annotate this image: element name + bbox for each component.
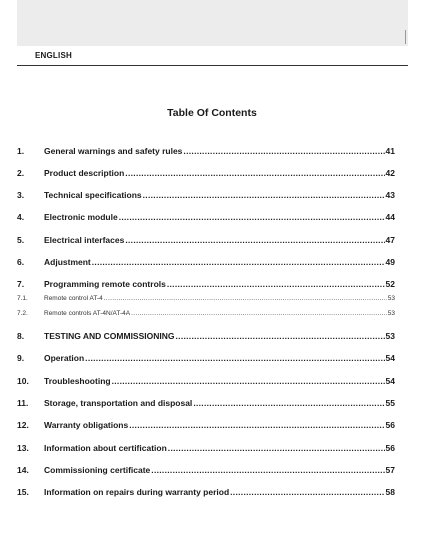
toc-entry-page: 56: [385, 420, 395, 430]
toc-entry[interactable]: [17, 487, 395, 497]
language-label: ENGLISH: [35, 51, 72, 60]
toc-entry[interactable]: [17, 443, 395, 453]
toc-entry[interactable]: [17, 465, 395, 475]
toc-entry[interactable]: [17, 235, 395, 245]
toc-entry-page: 58: [385, 487, 395, 497]
page-title: Table Of Contents: [167, 107, 257, 119]
toc-entry[interactable]: [17, 420, 395, 430]
toc-entry-label: Commissioning certificate: [44, 465, 151, 475]
toc-entry-number: 6.: [17, 257, 25, 267]
toc-dot-leader: [168, 443, 385, 453]
toc-entry[interactable]: [17, 168, 395, 178]
toc-entry[interactable]: [17, 190, 395, 200]
toc-entry-page: 53: [387, 310, 395, 317]
toc-entry-label: Troubleshooting: [44, 376, 111, 386]
toc-entry-label: Remote controls AT-4N/AT-4A: [44, 310, 131, 317]
toc-dot-leader: [167, 279, 385, 289]
toc-entry-number: 7.2.: [17, 310, 28, 317]
toc-entry-page: 49: [385, 257, 395, 267]
toc-entry-label: Adjustment: [44, 257, 91, 267]
toc-entry-label: Information about certification: [44, 443, 167, 453]
toc-dot-leader: [112, 376, 385, 386]
toc-entry-label: Programming remote controls: [44, 279, 166, 289]
toc-entry-page: 56: [385, 443, 395, 453]
toc-entry-page: 41: [385, 146, 395, 156]
toc-entry-number: 7.: [17, 279, 25, 289]
toc-dot-leader: [119, 212, 385, 222]
toc-entry-number: 14.: [17, 465, 29, 475]
toc-dot-leader: [151, 465, 384, 475]
toc-entry-number: 12.: [17, 420, 29, 430]
toc-dot-leader: [129, 420, 384, 430]
toc-entry-number: 15.: [17, 487, 29, 497]
toc-entry-number: 3.: [17, 190, 25, 200]
toc-dot-leader: [92, 257, 385, 267]
toc-dot-leader: [125, 235, 384, 245]
toc-entry-page: 57: [385, 465, 395, 475]
toc-entry-label: TESTING AND COMMISSIONING: [44, 331, 175, 341]
toc-dot-leader: [131, 310, 387, 317]
toc-entry-label: Remote control AT-4: [44, 295, 103, 302]
toc-subentry[interactable]: [17, 295, 395, 302]
toc-entry[interactable]: [17, 279, 395, 289]
toc-entry-page: 53: [387, 295, 395, 302]
toc-entry-page: 47: [385, 235, 395, 245]
toc-entry-number: 10.: [17, 376, 29, 386]
toc-entry[interactable]: [17, 353, 395, 363]
toc-subentry[interactable]: [17, 310, 395, 317]
toc-entry[interactable]: [17, 331, 395, 341]
toc-entry-page: 52: [385, 279, 395, 289]
toc-dot-leader: [193, 398, 384, 408]
toc-entry-number: 5.: [17, 235, 25, 245]
toc-entry-number: 11.: [17, 398, 29, 408]
toc-entry-page: 44: [385, 212, 395, 222]
toc-entry-number: 4.: [17, 212, 25, 222]
toc-entry-label: Information on repairs during warranty period: [44, 487, 230, 497]
toc-entry[interactable]: [17, 376, 395, 386]
toc-entry-label: Electrical interfaces: [44, 235, 125, 245]
toc-entry-number: 13.: [17, 443, 29, 453]
toc-entry-number: 9.: [17, 353, 25, 363]
page-edge-mark: [405, 30, 410, 44]
toc-entry-label: General warnings and safety rules: [44, 146, 183, 156]
toc-entry-label: Warranty obligations: [44, 420, 129, 430]
toc-entry-page: 53: [385, 331, 395, 341]
toc-entry-label: Storage, transportation and disposal: [44, 398, 193, 408]
header-divider: [17, 65, 408, 66]
toc-entry[interactable]: [17, 212, 395, 222]
toc-entry-label: Electronic module: [44, 212, 118, 222]
toc-dot-leader: [176, 331, 385, 341]
toc-entry-page: 42: [385, 168, 395, 178]
toc-dot-leader: [143, 190, 385, 200]
toc-entry-page: 54: [385, 376, 395, 386]
toc-entry-number: 7.1.: [17, 295, 28, 302]
toc-dot-leader: [183, 146, 384, 156]
toc-dot-leader: [85, 353, 384, 363]
toc-entry-number: 2.: [17, 168, 25, 178]
toc-dot-leader: [104, 295, 387, 302]
toc-entry-page: 43: [385, 190, 395, 200]
toc-entry[interactable]: [17, 146, 395, 156]
toc-entry-number: 8.: [17, 331, 25, 341]
toc-entry[interactable]: [17, 257, 395, 267]
toc-dot-leader: [230, 487, 384, 497]
header-band: [17, 0, 408, 46]
toc-dot-leader: [125, 168, 384, 178]
toc-entry-label: Product description: [44, 168, 125, 178]
toc-entry-label: Technical specifications: [44, 190, 142, 200]
toc-entry-page: 55: [385, 398, 395, 408]
toc-entry-page: 54: [385, 353, 395, 363]
toc-entry-number: 1.: [17, 146, 25, 156]
toc-entry[interactable]: [17, 398, 395, 408]
toc-entry-label: Operation: [44, 353, 85, 363]
